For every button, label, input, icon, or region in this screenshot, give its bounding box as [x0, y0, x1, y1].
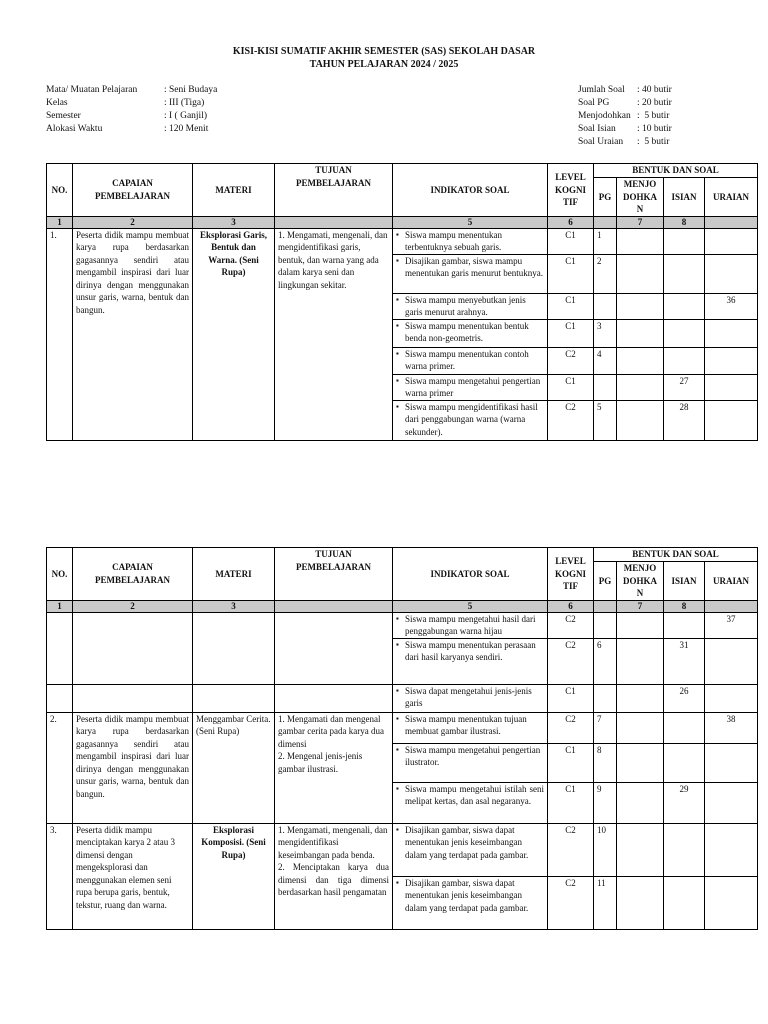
pg-cell — [594, 612, 617, 638]
level-cell: C2 — [548, 638, 594, 684]
menjodohkan-cell — [617, 374, 664, 400]
info-value: : 120 Menit — [164, 124, 209, 134]
menjodohkan-cell — [617, 782, 664, 823]
level-cell: C1 — [548, 293, 594, 319]
indikator-item: ▪ Disajikan gambar, siswa dapat menentukan jenis keseimbangan dalam yang terdapat pada gambar. — [405, 877, 544, 915]
tujuan-cell: 1. Mengamati, mengenali, dan mengidentifikasi garis, bentuk, dan warna yang ada dalam karya seni dan lingkungan sekitar. — [275, 228, 393, 440]
pg-cell — [594, 684, 617, 712]
uraian-cell — [705, 743, 758, 782]
col-number: 5 — [393, 216, 548, 228]
table-row — [47, 612, 758, 638]
materi-cell: Menggambar Cerita. (Seni Rupa) — [193, 712, 275, 823]
info-label: Jumlah Soal — [578, 85, 625, 95]
pg-cell: 11 — [594, 876, 617, 929]
indikator-item: ▪ Disajikan gambar, siswa dapat menentukan jenis keseimbangan dalam yang terdapat pada gambar. — [405, 824, 544, 862]
info-value: : 10 butir — [637, 124, 672, 134]
indikator-cell — [393, 400, 548, 440]
menjodohkan-cell — [617, 400, 664, 440]
isian-cell — [664, 228, 705, 254]
indikator-item: ▪ Siswa mampu mengetahui hasil dari penggabungan warna hijau — [405, 613, 544, 638]
info-label: Soal Uraian — [578, 137, 624, 147]
info-value: : 40 butir — [637, 85, 672, 95]
tujuan-cell — [275, 712, 393, 823]
table-row — [47, 228, 758, 254]
header-isian: ISIAN — [664, 178, 705, 217]
info-label: Soal PG — [578, 98, 610, 108]
indikator-cell — [393, 319, 548, 347]
header-uraian: URAIAN — [705, 562, 758, 601]
info-value: : 20 butir — [637, 98, 672, 108]
menjodohkan-cell — [617, 876, 664, 929]
capaian-cell: Peserta didik mampu membuat karya rupa berdasarkan gagasannya sendiri atau mengambil inspirasi dari luar dirinya dengan menggunakan unsur garis, warna, bentuk dan bangun. — [73, 228, 193, 440]
header-level: LEVEL KOGNI TIF — [548, 164, 594, 217]
info-value: : Seni Budaya — [164, 85, 218, 95]
tujuan-item: 2. Mengenal jenis-jenis gambar ilustrasi. — [278, 751, 363, 774]
indikator-cell — [393, 712, 548, 743]
document-title: KISI-KISI SUMATIF AKHIR SEMESTER (SAS) SEKOLAH DASAR — [232, 46, 536, 57]
info-menjodohkan — [578, 110, 672, 123]
col-number: 7 — [617, 600, 664, 612]
table-row — [47, 684, 758, 712]
indikator-cell — [393, 743, 548, 782]
pg-cell — [594, 374, 617, 400]
indikator-item: ▪ Siswa mampu menyebutkan jenis garis menurut arahnya. — [405, 294, 544, 319]
info-label: Mata/ Muatan Pelajaran — [46, 85, 138, 95]
info-value: : 5 butir — [637, 111, 670, 121]
header-uraian: URAIAN — [705, 178, 758, 217]
col-number — [275, 216, 393, 228]
col-number — [705, 600, 758, 612]
level-cell: C2 — [548, 712, 594, 743]
info-value: : I ( Ganjil) — [164, 111, 208, 121]
header-materi: MATERI — [193, 164, 275, 217]
tujuan-item: 1. Mengamati, mengenali, dan mengidentifikasi keseimbangan pada benda. — [278, 824, 388, 860]
indikator-item: ▪ Siswa mampu menentukan tujuan membuat gambar ilustrasi. — [405, 713, 544, 738]
column-number-row — [47, 600, 758, 612]
info-value: : III (Tiga) — [164, 98, 205, 108]
col-number: 5 — [393, 600, 548, 612]
header-no: NO. — [47, 164, 73, 217]
pg-cell: 5 — [594, 400, 617, 440]
level-cell: C1 — [548, 743, 594, 782]
indikator-cell — [393, 638, 548, 684]
uraian-cell — [705, 823, 758, 876]
pg-cell: 4 — [594, 347, 617, 374]
col-number — [594, 216, 617, 228]
indikator-cell — [393, 876, 548, 929]
header-tujuan: TUJUAN PEMBELAJARAN — [275, 548, 393, 601]
menjodohkan-cell — [617, 254, 664, 293]
menjodohkan-cell — [617, 712, 664, 743]
menjodohkan-cell — [617, 347, 664, 374]
col-number: 2 — [73, 216, 193, 228]
pg-cell: 1 — [594, 228, 617, 254]
isian-cell — [664, 347, 705, 374]
indikator-item: ▪ Siswa mampu mengetahui pengertian warna primer — [405, 375, 544, 400]
col-number: 1 — [47, 600, 73, 612]
header-menjodohkan: MENJO DOHKA N — [617, 178, 664, 217]
indikator-cell — [393, 782, 548, 823]
pg-cell: 9 — [594, 782, 617, 823]
header-level: LEVEL KOGNI TIF — [548, 548, 594, 601]
tujuan-cell — [275, 612, 393, 684]
indikator-cell — [393, 374, 548, 400]
info-soal-uraian — [578, 136, 672, 149]
row-no: 2. — [47, 712, 73, 823]
level-cell: C2 — [548, 347, 594, 374]
menjodohkan-cell — [617, 684, 664, 712]
info-mapel — [46, 84, 217, 97]
level-cell: C2 — [548, 400, 594, 440]
header-pg: PG — [594, 562, 617, 601]
header-materi: MATERI — [193, 548, 275, 601]
uraian-cell — [705, 347, 758, 374]
menjodohkan-cell — [617, 823, 664, 876]
menjodohkan-cell — [617, 319, 664, 347]
uraian-cell: 36 — [705, 293, 758, 319]
col-number — [705, 216, 758, 228]
uraian-cell — [705, 254, 758, 293]
indikator-item: ▪ Siswa mampu mengetahui pengertian ilustrator. — [405, 744, 544, 769]
col-number — [594, 600, 617, 612]
level-cell: C1 — [548, 684, 594, 712]
col-number: 6 — [548, 216, 594, 228]
info-semester — [46, 110, 217, 123]
indikator-cell — [393, 228, 548, 254]
capaian-cell — [73, 684, 193, 712]
tujuan-cell — [275, 823, 393, 929]
indikator-item: ▪ Disajikan gambar, siswa mampu menentukan garis menurut bentuknya. — [405, 255, 544, 280]
row-no — [47, 612, 73, 684]
isian-cell: 27 — [664, 374, 705, 400]
menjodohkan-cell — [617, 743, 664, 782]
tujuan-item: 2. Menciptakan karya dua dimensi dan tiga dimensi berdasarkan hasil pengamatan — [278, 862, 389, 897]
indikator-cell — [393, 823, 548, 876]
isian-cell — [664, 876, 705, 929]
uraian-cell — [705, 319, 758, 347]
pg-cell: 8 — [594, 743, 617, 782]
isian-cell: 31 — [664, 638, 705, 684]
capaian-cell: Peserta didik mampu menciptakan karya 2 atau 3 dimensi dengan mengeksplorasi dan menggunakan elemen seni rupa berupa garis, bentuk, tekstur, ruang dan warna. — [73, 823, 193, 929]
pg-cell: 3 — [594, 319, 617, 347]
header-indikator: INDIKATOR SOAL — [393, 164, 548, 217]
isian-cell — [664, 319, 705, 347]
materi-cell — [193, 612, 275, 684]
uraian-cell: 37 — [705, 612, 758, 638]
level-cell: C2 — [548, 823, 594, 876]
indikator-item: ▪ Siswa mampu mengidentifikasi hasil dari penggabungan warna (warna sekunder). — [405, 401, 544, 439]
level-cell: C1 — [548, 228, 594, 254]
kisi-kisi-table-2 — [46, 547, 758, 930]
col-number: 3 — [193, 600, 275, 612]
col-number: 8 — [664, 216, 705, 228]
pg-cell: 2 — [594, 254, 617, 293]
info-jumlah-soal — [578, 84, 672, 97]
pg-cell: 10 — [594, 823, 617, 876]
uraian-cell — [705, 876, 758, 929]
info-label: Menjodohkan — [578, 111, 631, 121]
info-right — [578, 84, 672, 149]
pg-cell: 7 — [594, 712, 617, 743]
materi-cell — [193, 684, 275, 712]
indikator-item: ▪ Siswa mampu mengetahui istilah seni melipat kertas, dan asal negaranya. — [405, 783, 544, 808]
capaian-cell: Peserta didik mampu membuat karya rupa berdasarkan gagasannya sendiri atau mengambil inspirasi dari luar dirinya dengan menggunakan unsur garis, warna, bentuk dan bangun. — [73, 712, 193, 823]
level-cell: C2 — [548, 612, 594, 638]
uraian-cell — [705, 374, 758, 400]
isian-cell — [664, 612, 705, 638]
header-indikator: INDIKATOR SOAL — [393, 548, 548, 601]
pg-cell — [594, 293, 617, 319]
kisi-kisi-table-1 — [46, 163, 758, 441]
col-number: 6 — [548, 600, 594, 612]
isian-cell: 29 — [664, 782, 705, 823]
info-label: Kelas — [46, 98, 68, 108]
indikator-item: ▪ Siswa mampu menentukan bentuk benda non-geometris. — [405, 320, 544, 345]
header-menjodohkan: MENJO DOHKA N — [617, 562, 664, 601]
level-cell: C1 — [548, 782, 594, 823]
header-isian: ISIAN — [664, 562, 705, 601]
isian-cell — [664, 823, 705, 876]
indikator-item: ▪ Siswa mampu menentukan perasaan dari hasil karyanya sendiri. — [405, 639, 544, 664]
info-kelas — [46, 97, 217, 110]
col-number: 7 — [617, 216, 664, 228]
menjodohkan-cell — [617, 228, 664, 254]
isian-cell — [664, 712, 705, 743]
uraian-cell — [705, 228, 758, 254]
materi-cell: Eksplorasi Komposisi. (Seni Rupa) — [193, 823, 275, 929]
menjodohkan-cell — [617, 612, 664, 638]
tujuan-item: 1. Mengamati dan mengenal gambar cerita pada karya dua dimensi — [278, 713, 384, 749]
info-label: Soal Isian — [578, 124, 616, 134]
isian-cell: 28 — [664, 400, 705, 440]
indikator-cell — [393, 254, 548, 293]
info-value: : 5 butir — [637, 137, 670, 147]
col-number: 1 — [47, 216, 73, 228]
indikator-cell — [393, 347, 548, 374]
table-row — [47, 712, 758, 743]
menjodohkan-cell — [617, 638, 664, 684]
indikator-item: ▪ Siswa dapat mengetahui jenis-jenis garis — [405, 685, 544, 710]
indikator-item: ▪ Siswa mampu menentukan terbentuknya sebuah garis. — [405, 229, 544, 254]
materi-cell: Eksplorasi Garis, Bentuk dan Warna. (Seni Rupa) — [193, 228, 275, 440]
header-tujuan: TUJUAN PEMBELAJARAN — [275, 164, 393, 217]
row-no — [47, 684, 73, 712]
level-cell: C2 — [548, 876, 594, 929]
header-capaian: CAPAIAN PEMBELAJARAN — [73, 548, 193, 601]
capaian-cell — [73, 612, 193, 684]
document-subtitle: TAHUN PELAJARAN 2024 / 2025 — [309, 59, 459, 70]
uraian-cell — [705, 638, 758, 684]
uraian-cell — [705, 684, 758, 712]
info-left — [46, 84, 217, 136]
info-alokasi — [46, 123, 217, 136]
table-row — [47, 823, 758, 876]
isian-cell — [664, 254, 705, 293]
isian-cell — [664, 293, 705, 319]
info-label: Semester — [46, 111, 81, 121]
pg-cell: 6 — [594, 638, 617, 684]
row-no: 1. — [47, 228, 73, 440]
header-pg: PG — [594, 178, 617, 217]
uraian-cell — [705, 782, 758, 823]
header-bentuk: BENTUK DAN SOAL — [594, 548, 758, 562]
menjodohkan-cell — [617, 293, 664, 319]
header-no: NO. — [47, 548, 73, 601]
col-number — [275, 600, 393, 612]
isian-cell — [664, 743, 705, 782]
header-bentuk: BENTUK DAN SOAL — [594, 164, 758, 178]
info-soal-isian — [578, 123, 672, 136]
uraian-cell: 38 — [705, 712, 758, 743]
col-number: 8 — [664, 600, 705, 612]
level-cell: C1 — [548, 254, 594, 293]
level-cell: C1 — [548, 374, 594, 400]
row-no: 3. — [47, 823, 73, 929]
level-cell: C1 — [548, 319, 594, 347]
col-number: 3 — [193, 216, 275, 228]
indikator-item: ▪ Siswa mampu menentukan contoh warna primer. — [405, 348, 544, 373]
indikator-cell — [393, 293, 548, 319]
uraian-cell — [705, 400, 758, 440]
info-soal-pg — [578, 97, 672, 110]
col-number: 2 — [73, 600, 193, 612]
info-label: Alokasi Waktu — [46, 124, 103, 134]
tujuan-cell — [275, 684, 393, 712]
column-number-row — [47, 216, 758, 228]
indikator-cell — [393, 684, 548, 712]
isian-cell: 26 — [664, 684, 705, 712]
indikator-cell — [393, 612, 548, 638]
header-capaian: CAPAIAN PEMBELAJARAN — [73, 164, 193, 217]
